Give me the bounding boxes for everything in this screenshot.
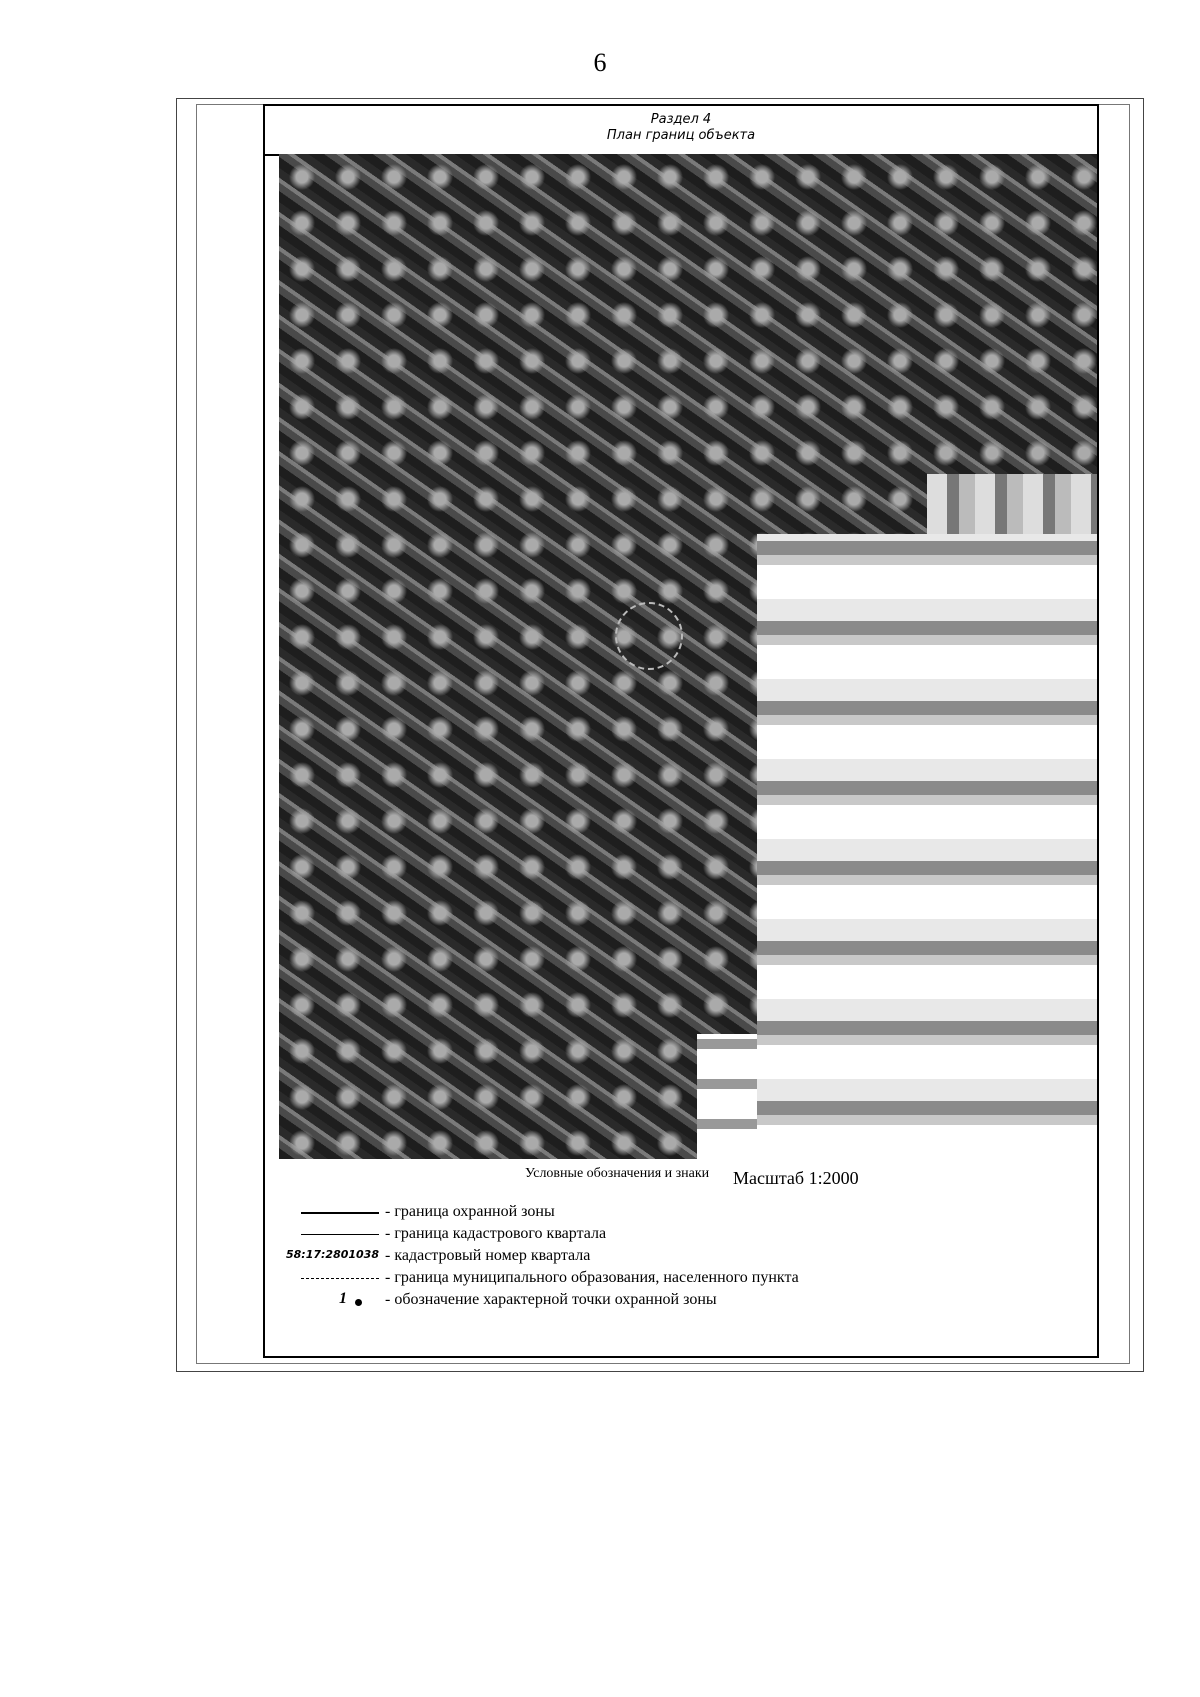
legend-item [285,1224,1085,1246]
cadastral-number-symbol [285,1246,379,1268]
page-number: 6 [593,48,607,77]
point-number-sample: 1 [339,1290,347,1307]
legend-item [285,1268,1085,1290]
map-image [279,154,1097,1159]
legend-item-label: - обозначение характерной точки охранной зоны [385,1291,717,1308]
protection-zone-circle [615,602,683,670]
legend-title: Условные обозначения и знаки [525,1166,710,1181]
map-scale: Масштаб 1:2000 [733,1168,859,1188]
plan-sheet [263,104,1099,1358]
section-title: Раздел 4 [650,112,712,127]
plan-title: План границ объекта [606,128,756,143]
legend-item [285,1246,1085,1268]
point-dot-icon [355,1299,362,1306]
cadastral-number-sample: 58:17:2801038 [286,1248,379,1261]
legend-header [265,1164,1097,1192]
protection-zone-line-symbol [285,1202,379,1224]
map-built-area [757,534,1097,1159]
legend-item-label: - граница муниципального образования, населенного пункта [385,1269,799,1286]
legend-item-label: - граница кадастрового квартала [385,1225,607,1242]
legend-list [285,1202,1085,1312]
legend-item-label: - кадастровый номер квартала [385,1247,591,1264]
municipal-boundary-line-symbol [285,1268,379,1290]
characteristic-point-symbol [285,1290,379,1312]
legend-item [285,1202,1085,1224]
legend-item-label: - граница охранной зоны [385,1203,555,1220]
legend-item [285,1290,1085,1312]
map-built-area-lower [697,1034,757,1159]
cadastral-boundary-line-symbol [285,1224,379,1246]
title-block [265,106,1097,156]
